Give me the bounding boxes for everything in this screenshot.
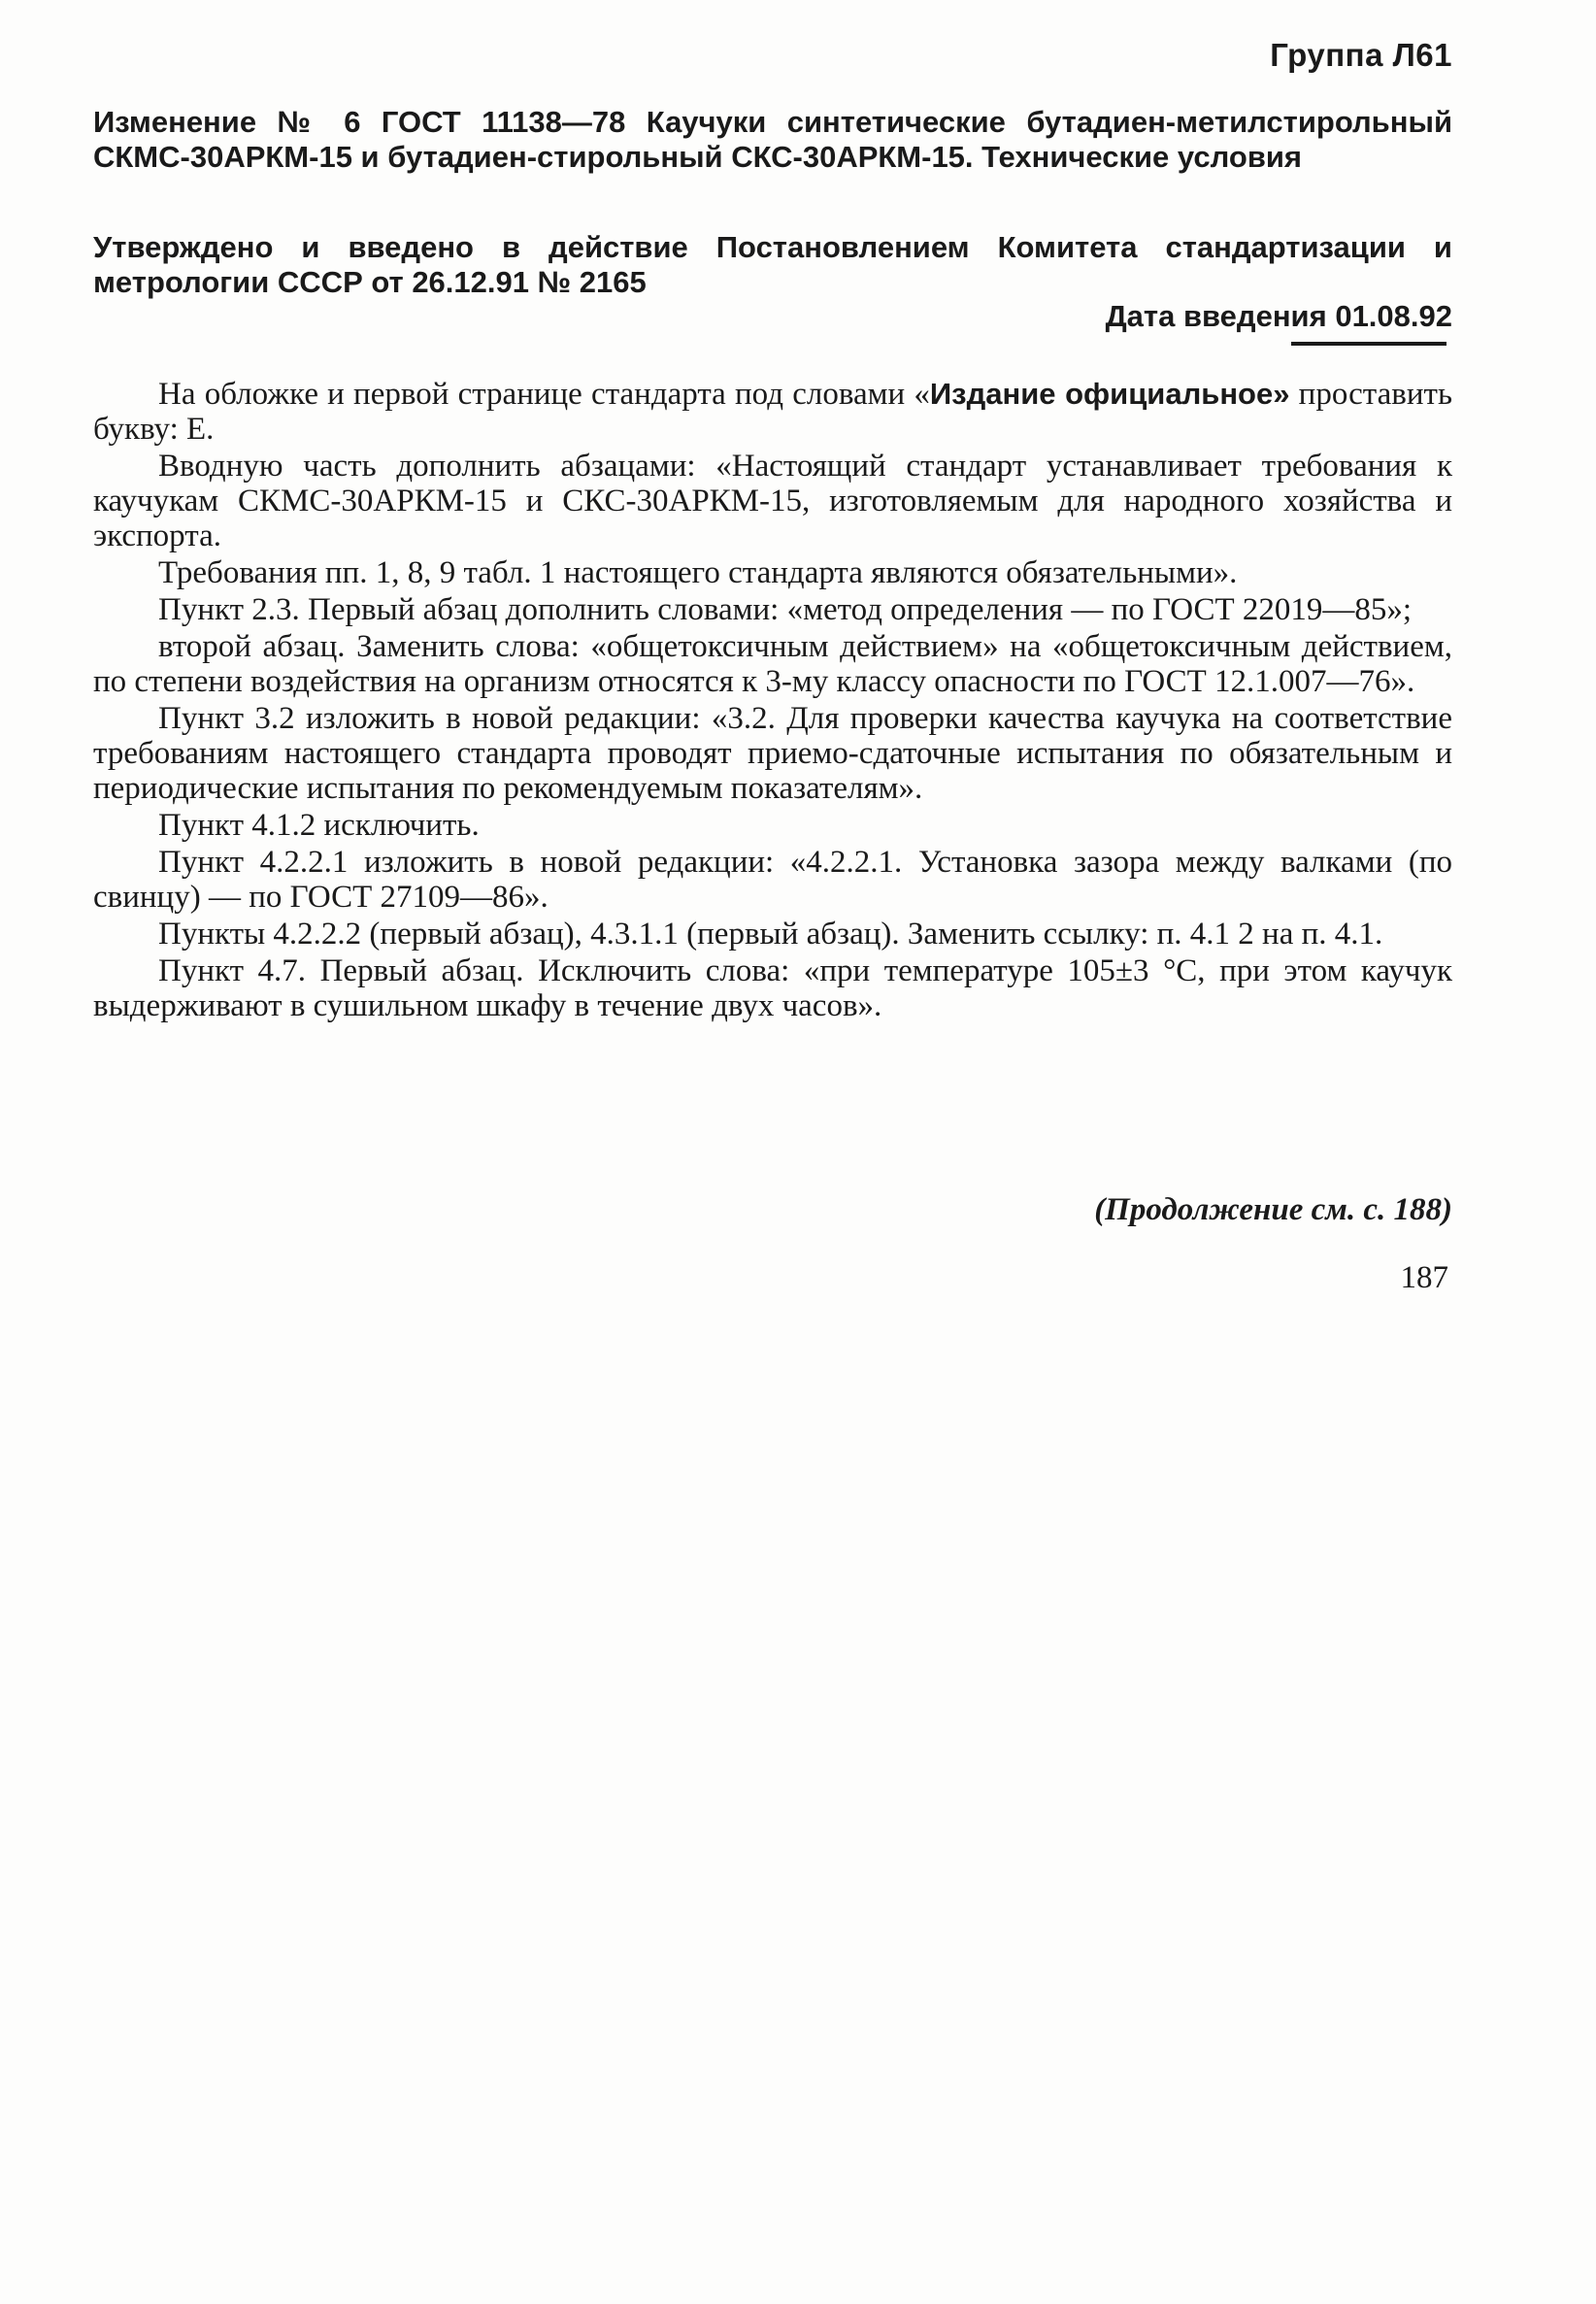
document-body: [93, 377, 1452, 1025]
paragraph-item-4-1-2: Пункт 4.1.2 исключить.: [158, 808, 480, 843]
date-underline: [1291, 342, 1446, 346]
approval-statement: Утверждено и введено в действие Постановлением Комитета стандартизации и метрологии СССР от 26.12.91 № 2165: [93, 230, 1452, 299]
group-label: Группа Л61: [1270, 37, 1452, 73]
paragraph-item-3-2: Пункт 3.2 изложить в новой редакции: «3.2. Для проверки качества каучука на соответствие требованиям настоящего стандарта проводят приемо-сдаточные испытания по обязательным и периодические испытания по рекомендуемым показателям».: [93, 701, 1452, 806]
continuation-note: (Продолжение см. с. 188): [1094, 1192, 1452, 1227]
effective-date-label: Дата введения: [1105, 299, 1327, 333]
paragraph-second-abzac: второй абзац. Заменить слова: «общетоксичным действием» на «общетоксичным действием, по степени воздействия на организм относятся к 3-му классу опасности по ГОСТ 12.1.007—76».: [93, 629, 1452, 699]
paragraph-cover-text-c: проставить букву: Е.: [93, 377, 1452, 447]
page-number: 187: [1400, 1260, 1448, 1295]
paragraph-intro: Вводную часть дополнить абзацами: «Настоящий стандарт устанавливает требования к каучукам СКМС-30АРКМ-15 и СКС-30АРКМ-15, изготовляемым для народного хозяйства и экспорта.: [93, 449, 1452, 553]
paragraph-cover: [93, 377, 1452, 447]
paragraph-item-4-2-2-1: Пункт 4.2.2.1 изложить в новой редакции: «4.2.2.1. Установка зазора между валками (по свинцу) — по ГОСТ 27109—86».: [93, 845, 1452, 915]
amendment-title: Изменение № 6 ГОСТ 11138—78 Каучуки синтетические бутадиен-метилстирольный СКМС-30АРКМ-15 и бутадиен-стирольный СКС-30АРКМ-15. Технические условия: [93, 105, 1452, 174]
effective-date-value: 01.08.92: [1335, 299, 1452, 333]
effective-date: [1106, 299, 1452, 334]
paragraph-cover-text-a: На обложке и первой странице стандарта под словами «: [158, 377, 930, 412]
paragraph-item-4-7: Пункт 4.7. Первый абзац. Исключить слова: «при температуре 105±3 °С, при этом каучук выдерживают в сушильном шкафу в течение двух часов».: [93, 953, 1452, 1023]
paragraph-item-2-3: Пункт 2.3. Первый абзац дополнить словами: «метод определения — по ГОСТ 22019—85»;: [158, 592, 1413, 627]
paragraph-requirements: Требования пп. 1, 8, 9 табл. 1 настоящего стандарта являются обязательными».: [158, 555, 1238, 590]
paragraph-items-4-2-2-2: Пункты 4.2.2.2 (первый абзац), 4.3.1.1 (первый абзац). Заменить ссылку: п. 4.1 2 на п. 4.1.: [158, 917, 1383, 952]
paragraph-cover-bold: Издание официальное»: [929, 377, 1290, 411]
